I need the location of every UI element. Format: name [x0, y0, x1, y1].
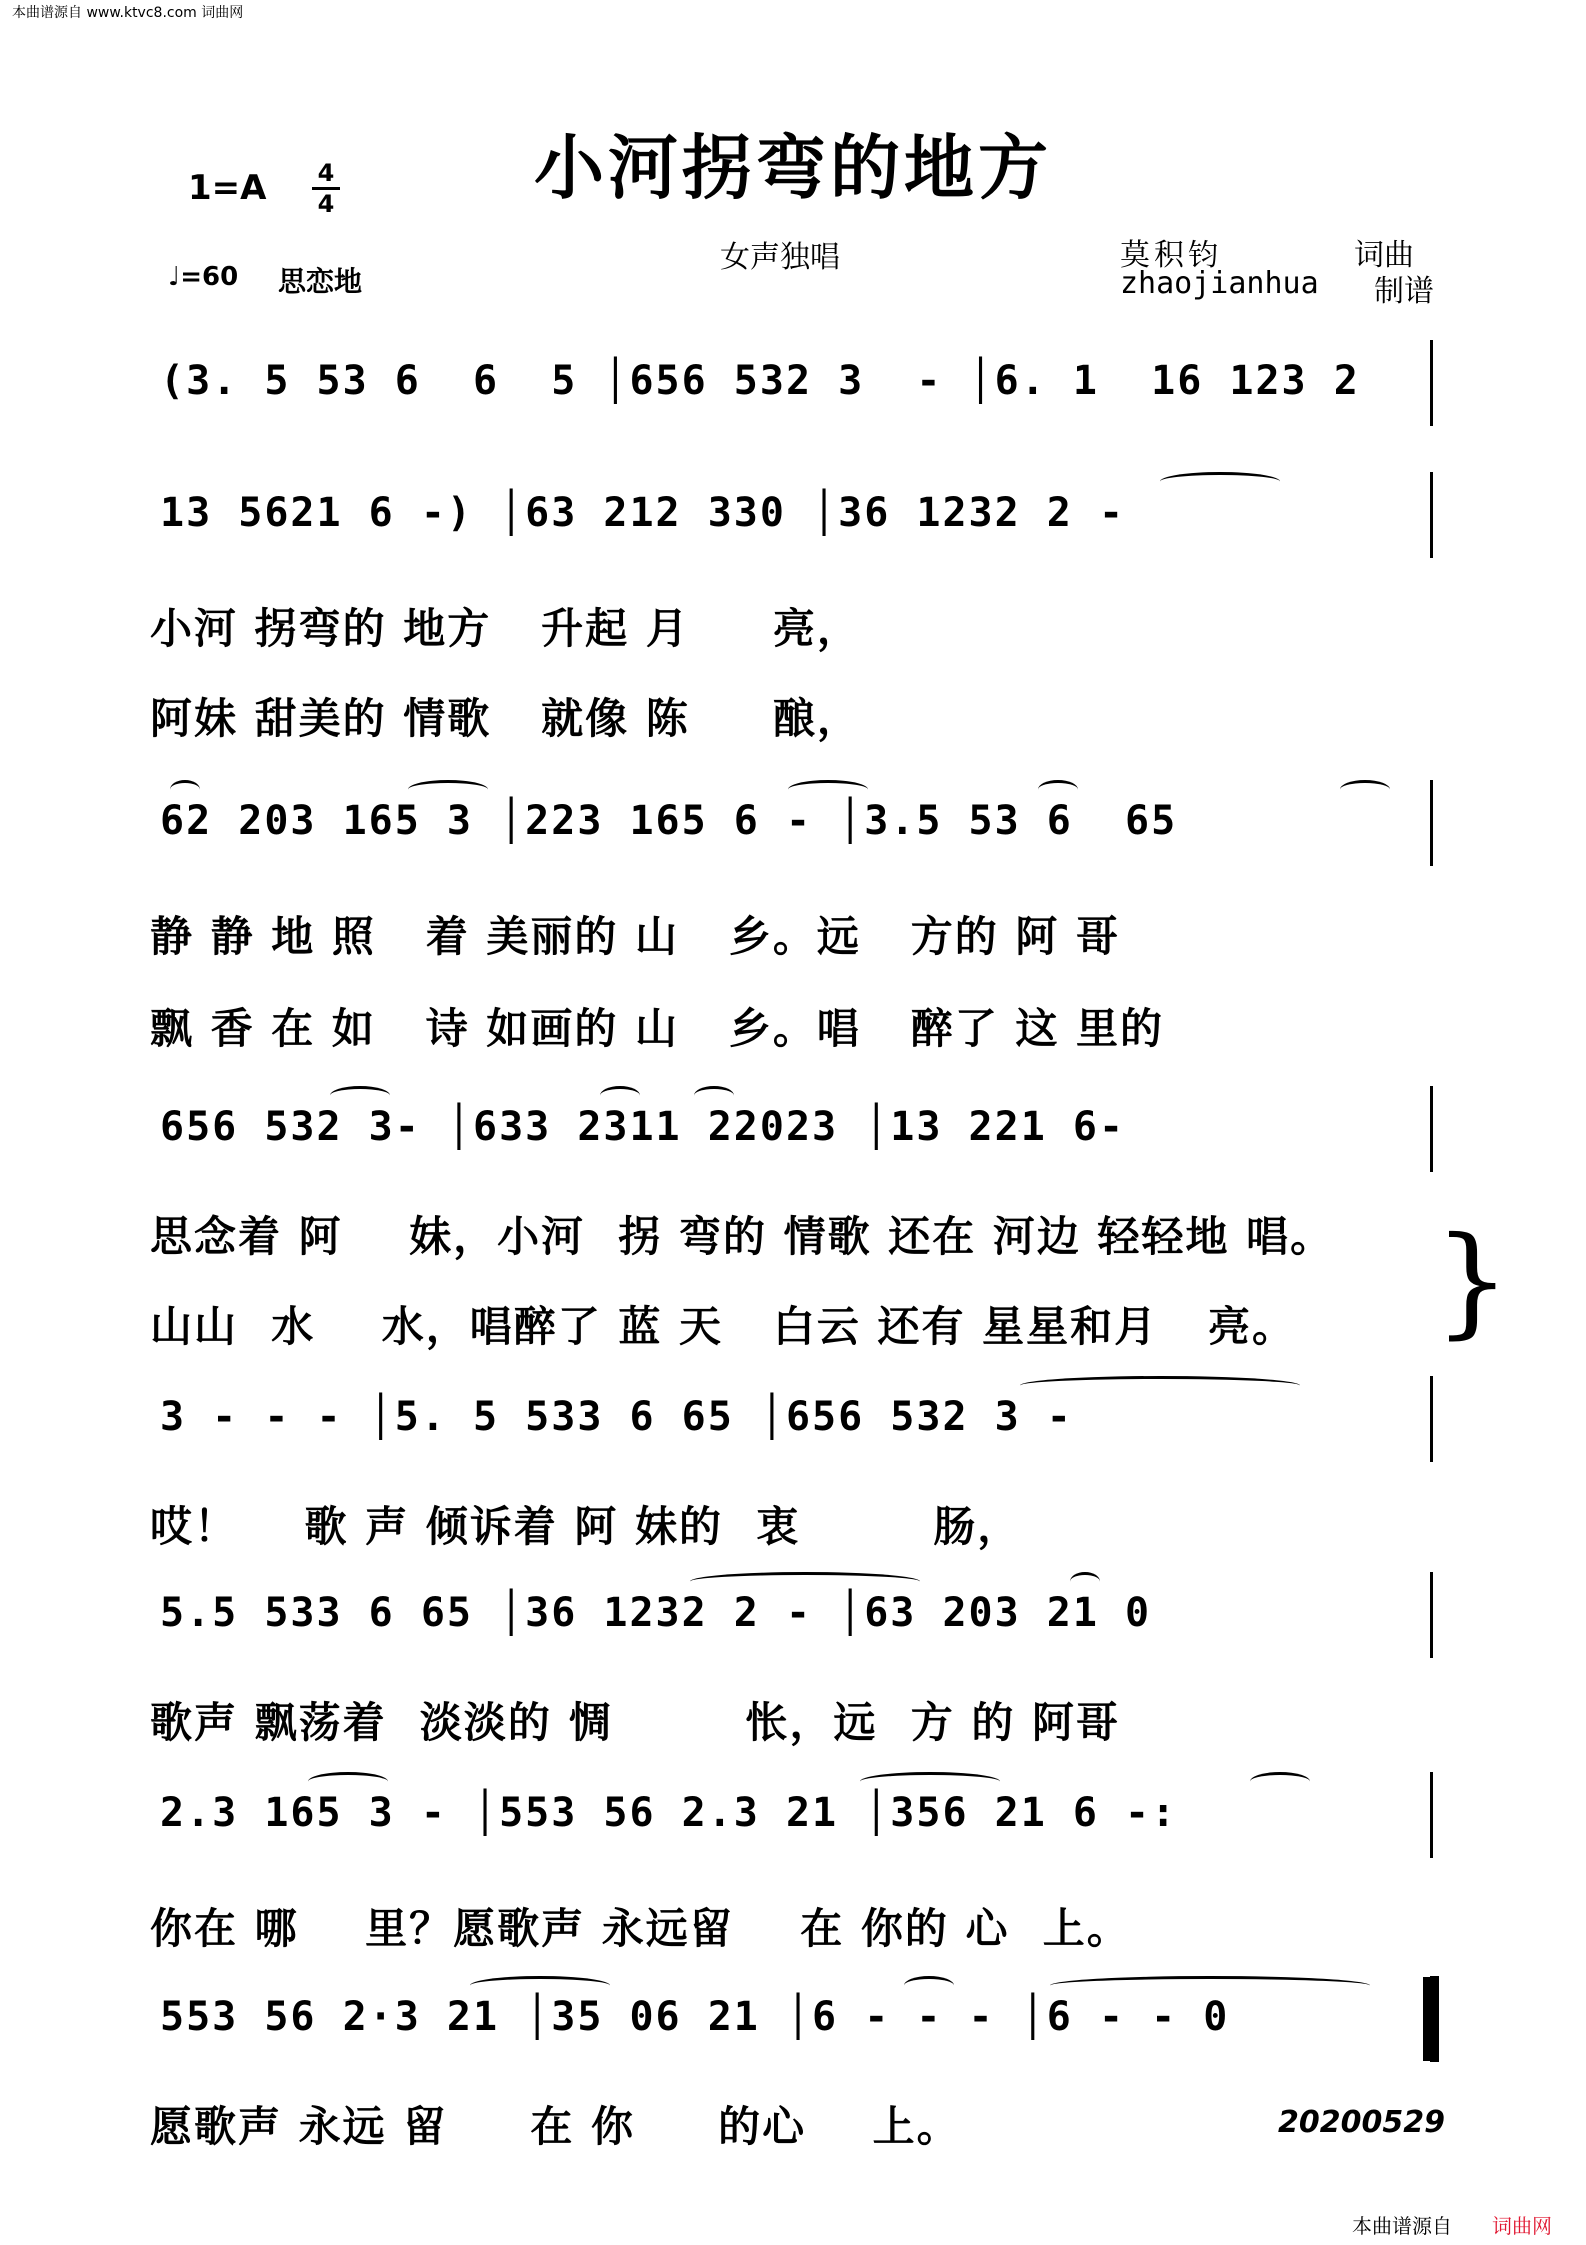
lyric-line: 愿歌声 永远 留 在 你 的心 上。	[150, 2102, 961, 2151]
slur	[904, 1976, 954, 1995]
notation-line: (3. 5 53 6 6 5 │656 532 3 - │6. 1 16 123 2	[160, 358, 1360, 404]
lyric-line: 阿妹 甜美的 情歌 就像 陈 酿，	[150, 694, 861, 743]
notation-line: 2.3 165 3 - │553 56 2.3 21 │356 21 6 -:	[160, 1790, 1178, 1836]
time-signature-bottom: 4	[317, 190, 335, 218]
lyric-line: 小河 拐弯的 地方 升起 月 亮，	[150, 604, 861, 653]
performance-type: 女声独唱	[720, 240, 840, 275]
score-system	[160, 1086, 1438, 1172]
composer-name: 莫积钧	[1120, 238, 1222, 273]
barline	[1430, 1086, 1433, 1172]
barline	[1430, 1772, 1433, 1858]
barline	[1430, 472, 1433, 558]
notation-line: 5.5 533 6 65 │36 1232 2 - │63 203 21 0	[160, 1590, 1152, 1636]
slur	[1340, 780, 1390, 799]
lyric-line: 静 静 地 照 着 美丽的 山 乡。远 方的 阿 哥	[150, 912, 1120, 961]
slur	[1038, 780, 1078, 799]
slur	[690, 1572, 920, 1591]
score-system	[160, 1976, 1438, 2062]
arranger-role: 制谱	[1374, 274, 1434, 309]
slur	[308, 1772, 388, 1791]
lyric-line: 飘 香 在 如 诗 如画的 山 乡。唱 醉了 这 里的	[150, 1004, 1164, 1053]
footer-source: 本曲谱源自	[1352, 2214, 1452, 2238]
lyric-line: 思念着 阿 妹，小河 拐 弯的 情歌 还在 河边 轻轻地 唱。	[150, 1212, 1335, 1261]
lyric-line: 歌声 飘荡着 淡淡的 惆 怅，远 方 的 阿哥	[150, 1698, 1120, 1747]
barline	[1430, 340, 1433, 426]
slur	[1250, 1772, 1310, 1791]
lyric-line: 你在 哪 里？愿歌声 永远留 在 你的 心 上。	[150, 1904, 1131, 1953]
score-system	[160, 472, 1438, 558]
slur	[1160, 472, 1280, 491]
slur	[170, 780, 200, 799]
key-signature: 1=A	[188, 168, 267, 208]
slur	[600, 1086, 640, 1105]
slur	[330, 1086, 390, 1105]
lyric-line: 山山 水 水，唱醉了 蓝 天 白云 还有 星星和月 亮。	[150, 1302, 1296, 1351]
notation-line: 553 56 2·3 21 │35 06 21 │6 - - - │6 - - 0	[160, 1994, 1230, 2040]
slur	[408, 780, 488, 799]
barline	[1430, 780, 1433, 866]
arranger-name: zhaojianhua	[1120, 266, 1319, 301]
barline	[1430, 1572, 1433, 1658]
time-signature	[310, 160, 342, 217]
barline	[1430, 1376, 1433, 1462]
slur	[694, 1086, 734, 1105]
score-system	[160, 1376, 1438, 1462]
notation-line: 13 5621 6 -) │63 212 330 │36 1232 2 -	[160, 490, 1152, 536]
expression-marking: 思恋地	[278, 265, 363, 298]
footer-site-link[interactable]: 词曲网	[1492, 2214, 1552, 2238]
score-system	[160, 1572, 1438, 1658]
time-signature-top: 4	[317, 159, 335, 187]
final-barline	[1430, 1976, 1439, 2062]
score-system	[160, 780, 1438, 866]
source-watermark: 本曲谱源自 www.ktvc8.com 词曲网	[12, 5, 244, 21]
song-title: 小河拐弯的地方	[534, 127, 1052, 209]
verse-brace: }	[1434, 1212, 1511, 1351]
score-system	[160, 340, 1438, 426]
slur	[1070, 1572, 1100, 1591]
slur	[470, 1976, 610, 1995]
slur	[860, 1772, 1000, 1791]
notation-line: 3 - - - │5. 5 533 6 65 │656 532 3 -	[160, 1394, 1073, 1440]
composer-role: 词曲	[1354, 238, 1414, 273]
slur	[788, 780, 868, 799]
notation-line: 62 203 165 3 │223 165 6 - │3.5 53 6 65	[160, 798, 1178, 844]
lyric-line: 哎！ 歌 声 倾诉着 阿 妹的 衷 肠，	[150, 1502, 1022, 1551]
slur	[1050, 1976, 1370, 1995]
slur	[1020, 1376, 1300, 1395]
notation-line: 656 532 3- │633 2311 22023 │13 221 6-	[160, 1104, 1126, 1150]
date-stamp: 20200529	[1278, 2105, 1445, 2140]
tempo-marking: ♩=60	[168, 262, 239, 292]
score-system	[160, 1772, 1438, 1858]
